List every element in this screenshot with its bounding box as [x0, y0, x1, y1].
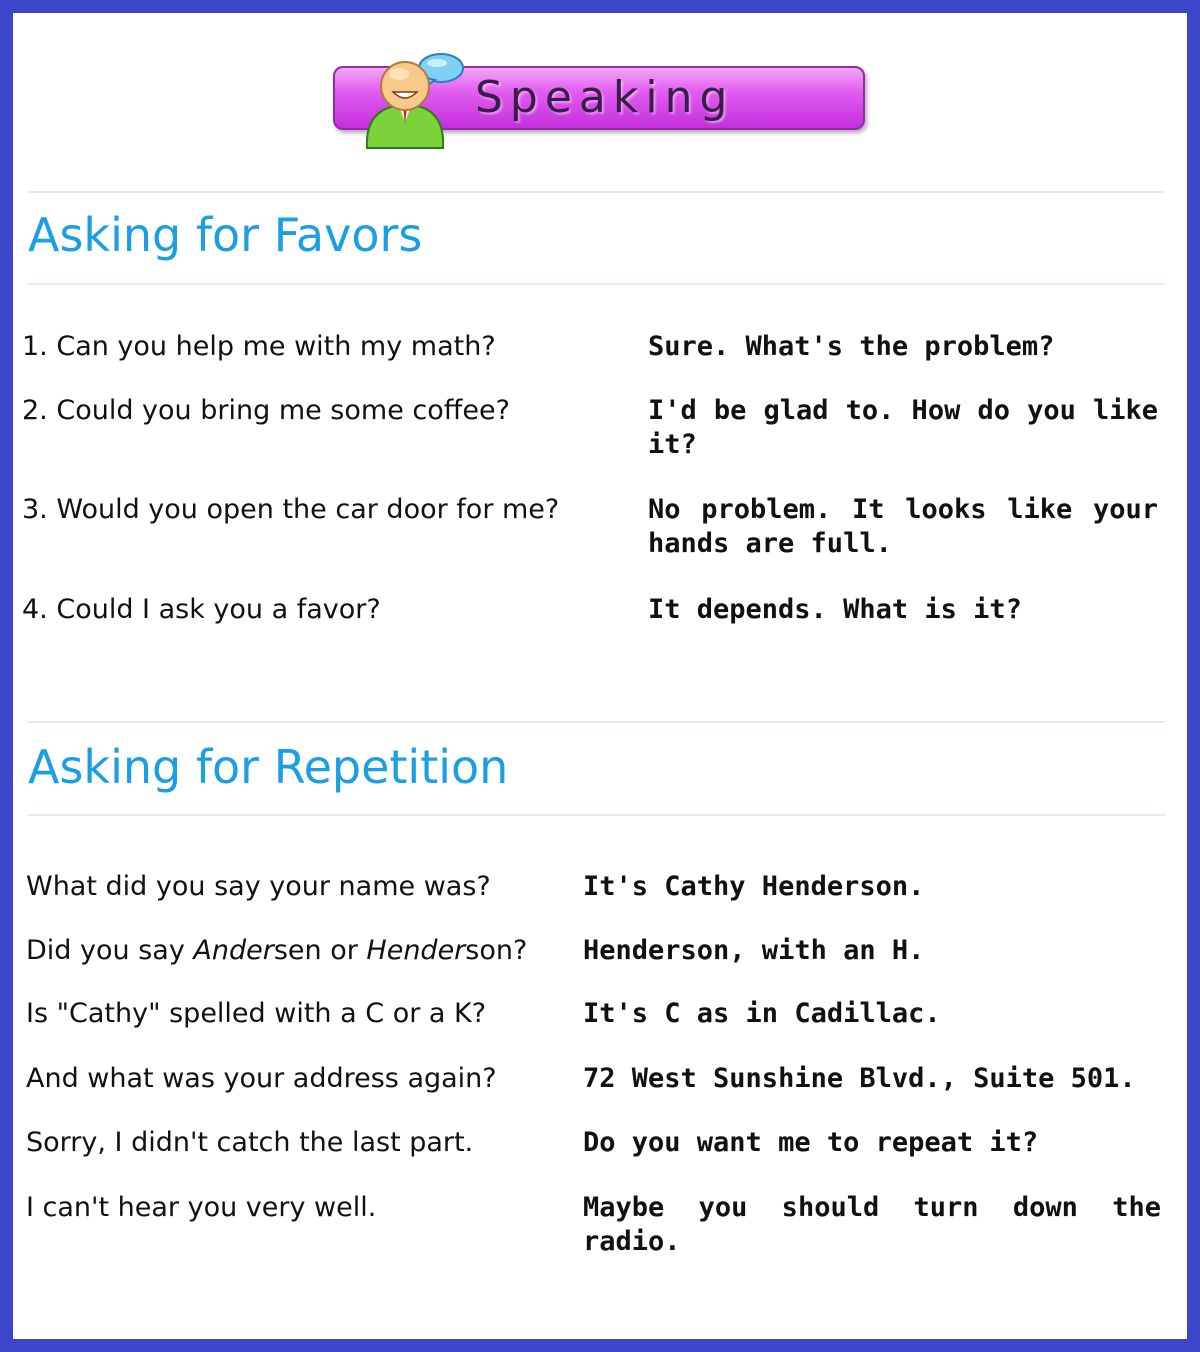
emphasized-name: Ander [193, 935, 274, 966]
repetition-question: Did you say Andersen or Henderson? [26, 935, 528, 966]
repetition-answer: Henderson, with an H. [583, 935, 925, 966]
repetition-answer: It's C as in Cadillac. [583, 998, 941, 1029]
repetition-answer: Maybe you should turn down the radio. [583, 1192, 1161, 1257]
divider [28, 721, 1165, 723]
repetition-question: I can't hear you very well. [26, 1192, 377, 1223]
section-title-repetition: Asking for Repetition [28, 740, 509, 794]
favor-question: 4. Could I ask you a favor? [22, 594, 381, 625]
favor-question: 3. Would you open the car door for me? [22, 494, 560, 525]
speaking-person-icon [355, 50, 467, 152]
banner-title: Speaking [475, 72, 735, 123]
repetition-question: What did you say your name was? [26, 871, 491, 902]
favor-answer: I'd be glad to. How do you like it? [648, 395, 1158, 460]
favor-question: 2. Could you bring me some coffee? [22, 395, 510, 426]
favor-answer: No problem. It looks like your hands are full. [648, 494, 1158, 559]
favor-question: 1. Can you help me with my math? [22, 331, 496, 362]
divider [28, 283, 1165, 285]
section-title-favors: Asking for Favors [28, 208, 423, 262]
emphasized-name: Hender [366, 935, 466, 966]
repetition-answer: 72 West Sunshine Blvd., Suite 501. [583, 1063, 1136, 1094]
repetition-question: Sorry, I didn't catch the last part. [26, 1127, 474, 1158]
repetition-answer: It's Cathy Henderson. [583, 871, 925, 902]
repetition-question: And what was your address again? [26, 1063, 497, 1094]
divider [28, 191, 1165, 193]
divider [28, 814, 1165, 816]
favor-answer: It depends. What is it? [648, 594, 1022, 625]
repetition-question: Is "Cathy" spelled with a C or a K? [26, 998, 487, 1029]
favor-answer: Sure. What's the problem? [648, 331, 1055, 362]
repetition-answer: Do you want me to repeat it? [583, 1127, 1039, 1158]
